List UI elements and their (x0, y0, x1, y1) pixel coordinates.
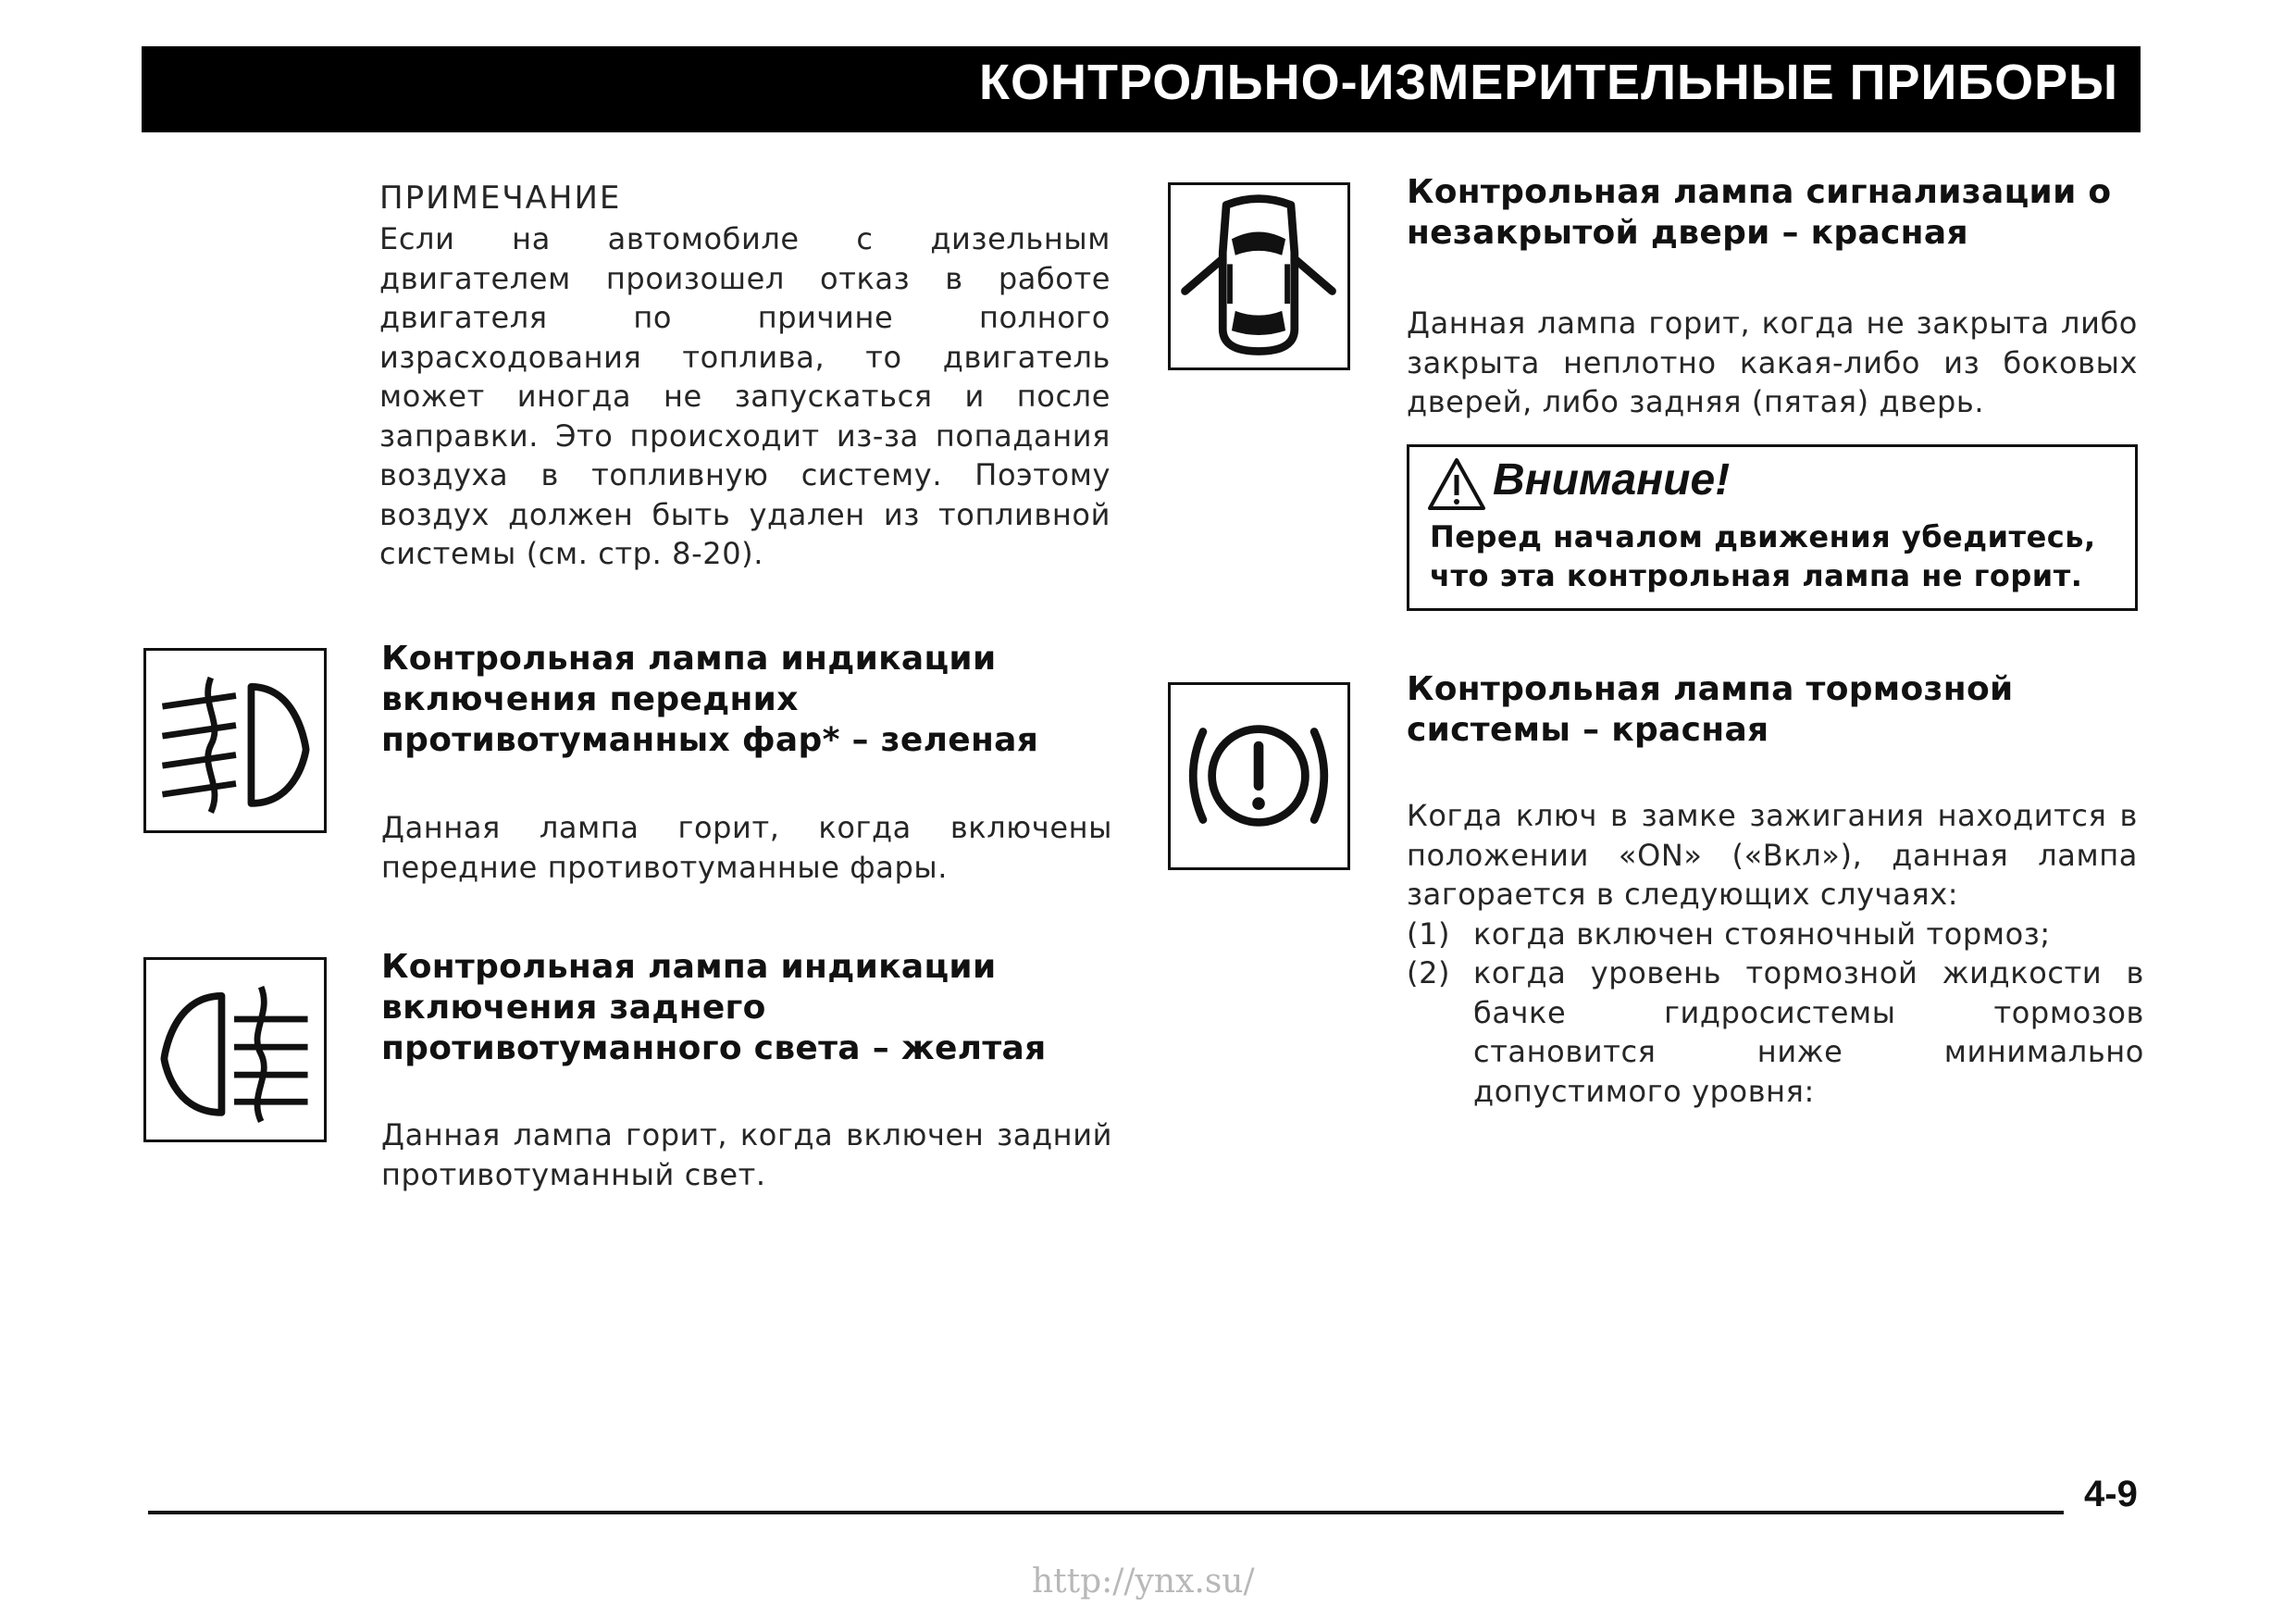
door-ajar-text: Данная лампа горит, когда не закрыта либо закрыта неплотно какая-либо из боковых дверей, либо задняя (пятая) дверь. (1407, 305, 2138, 419)
note-text: Если на автомобиле с дизельным двигателем произошел отказ в работе двигателя по причине полного израсходования топлива, то двигатель может иногда не запускаться и после заправки. Это происходит из-за попадания воздуха в топливную систему. Поэтому воздух должен быть удален из топливной системы (см. стр. 8-20). (379, 221, 1111, 571)
front-fog-heading: Контрольная лампа индикации включения передних противотуманных фар* – зеленая (381, 640, 1039, 759)
front-fog-text: Данная лампа горит, когда включены передние противотуманные фары. (381, 810, 1112, 885)
footer-rule (148, 1511, 2064, 1514)
warning-title: Внимание! (1493, 455, 1731, 504)
warning-text: Перед началом движения убедитесь, что эта контрольная лампа не горит. (1430, 519, 2096, 593)
list-item (1407, 953, 2144, 1111)
rear-fog-heading: Контрольная лампа индикации включения заднего противотуманного света – желтая (381, 948, 1047, 1067)
list-text: когда включен стояночный тормоз; (1473, 916, 2051, 952)
brake-warning-icon (1168, 682, 1350, 870)
page-number: 4-9 (2084, 1474, 2138, 1514)
rear-fog-lamp-icon (143, 957, 327, 1142)
door-ajar-icon (1168, 182, 1350, 370)
section-title: КОНТРОЛЬНО-ИЗМЕРИТЕЛЬНЫЕ ПРИБОРЫ (979, 55, 2118, 110)
rear-fog-text: Данная лампа горит, когда включен задний противотуманный свет. (381, 1117, 1112, 1192)
watermark: http://ynx.su/ (1032, 1563, 1255, 1600)
warning-triangle-icon (1426, 456, 1487, 512)
brake-heading: Контрольная лампа тормозной системы – красная (1407, 670, 2014, 749)
section-header-bar (142, 46, 2141, 132)
list-item (1407, 915, 2144, 953)
list-marker: (1) (1407, 916, 1451, 952)
front-fog-lamp-icon (143, 648, 327, 833)
list-marker: (2) (1407, 955, 1451, 990)
door-ajar-heading: Контрольная лампа сигнализации о незакрытой двери – красная (1407, 173, 2112, 252)
warning-box (1407, 444, 2138, 611)
list-text: когда уровень тормозной жидкости в бачке гидросистемы тормозов становится ниже минимально допустимого уровня: (1473, 955, 2144, 1109)
brake-intro: Когда ключ в замке зажигания находится в положении «ON» («Вкл»), данная лампа загорается в следующих случаях: (1407, 798, 2138, 912)
note-label: ПРИМЕЧАНИЕ (379, 180, 622, 217)
